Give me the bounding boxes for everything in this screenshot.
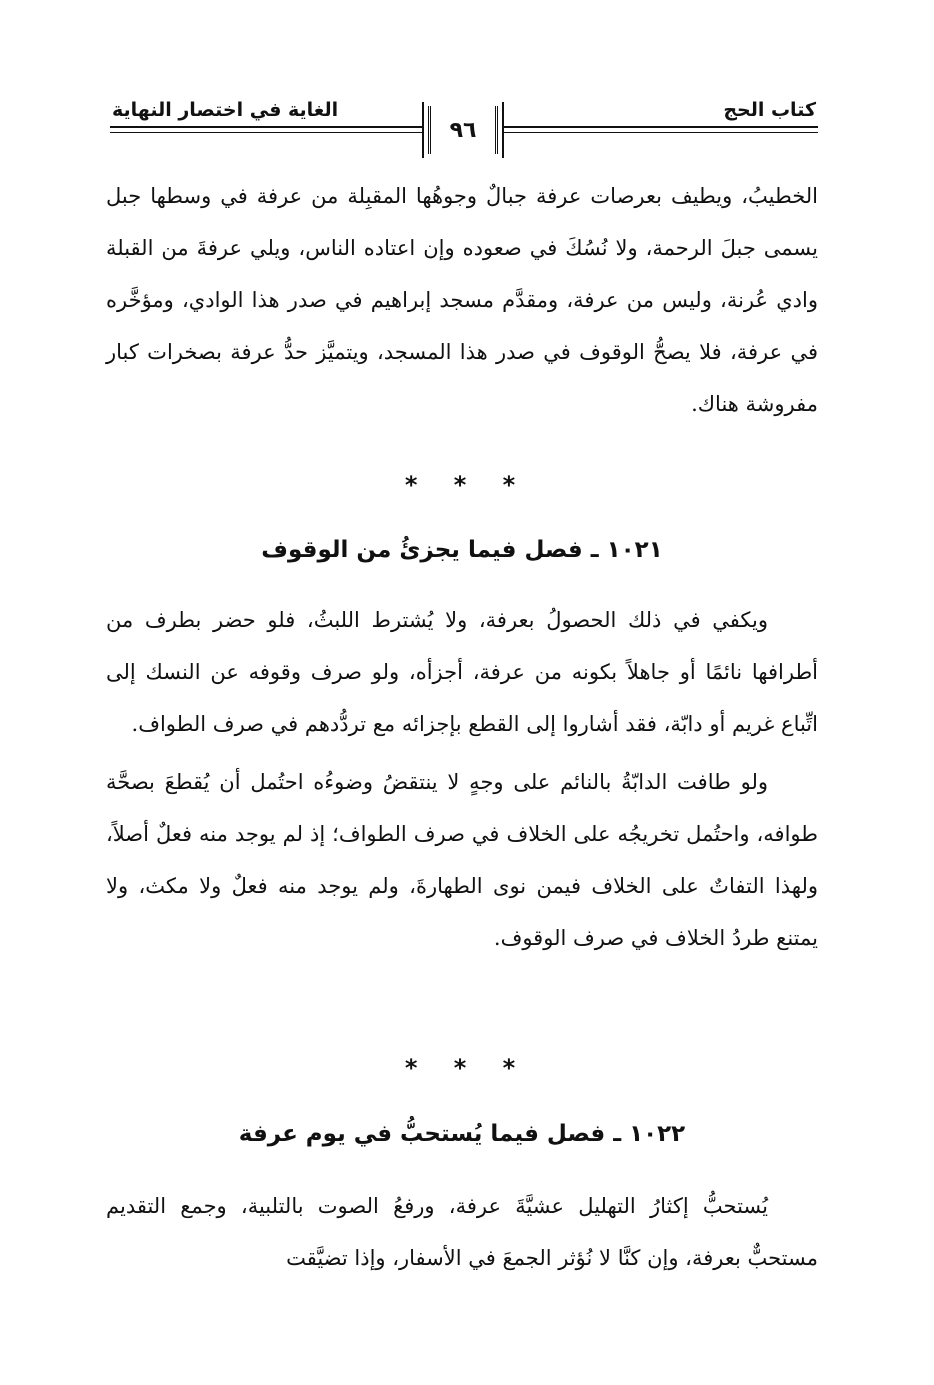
chapter-title: كتاب الحج — [723, 99, 816, 121]
intro-paragraph: الخطيبُ، ويطيف بعرصات عرفة جبالٌ وجوهُها المقبِلة من عرفة في وسطها جبل يسمى جبلَ الرحمة، ولا نُسُكَ في صعوده وإن اعتاده الناس، ويلي عرفةَ من القبلة وادي عُرنة، وليس من عرفة، ومقدَّم مسجد إبراهيم في صدر هذا الوادي، ومؤخَّره في عرفة، فلا يصحُّ الوقوف في صدر هذا المسجد، ويتميَّز حدُّ عرفة بصخرات كبار مفروشة هناك. — [106, 184, 818, 416]
header-rule-right-top — [502, 126, 818, 128]
page-number: ٩٦ — [449, 118, 477, 143]
book-title: الغاية في اختصار النهاية — [112, 99, 339, 121]
intro-paragraph-block — [106, 170, 818, 430]
section-heading-1022: ١٠٢٢ ـ فصل فيما يُستحبُّ في يوم عرفة — [238, 1121, 686, 1147]
paragraph: يُستحبُّ إكثارُ التهليل عشيَّةَ عرفة، ورفعُ الصوت بالتلبية، وجمع التقديم مستحبٌّ بعرفة، وإن كنَّا لا نُؤثر الجمعَ في الأسفار، وإذا تضيَّقت — [106, 1194, 818, 1270]
section-separator: * * * — [404, 1054, 530, 1082]
page-number-frame — [428, 106, 498, 154]
header-rule-left-top — [110, 126, 422, 128]
header-rule-right-bottom — [502, 132, 818, 133]
header-rule-left-bottom — [110, 132, 422, 133]
section-1022-body — [106, 1180, 818, 1284]
paragraph: ويكفي في ذلك الحصولُ بعرفة، ولا يُشترط اللبثُ، فلو حضر بطرف من أطرافها نائمًا أو جاهلاً بكونه من عرفة، أجزأه، ولو صرف وقوفه عن النسك إلى اتِّباع غريم أو دابّة، فقد أشاروا إلى القطع بإجزائه مع تردُّدهم في صرف الطواف. — [106, 608, 818, 736]
section-1021-body — [106, 594, 818, 964]
paragraph: ولو طافت الدابّةُ بالنائم على وجهٍ لا ينتقضُ وضوءُه احتُمل أن يُقطعَ بصحَّة طوافه، واحتُمل تخريجُه على الخلاف في صرف الطواف؛ إذ لم يوجد منه فعلٌ أصلاً، ولهذا التفاتٌ على الخلاف فيمن نوى الطهارةَ، ولم يوجد منه فعلٌ ولا مكث، ولا يمتنع طردُ الخلاف في صرف الوقوف. — [106, 770, 818, 950]
section-heading-1021: ١٠٢١ ـ فصل فيما يجزئُ من الوقوف — [261, 537, 663, 563]
section-separator: * * * — [404, 471, 530, 499]
